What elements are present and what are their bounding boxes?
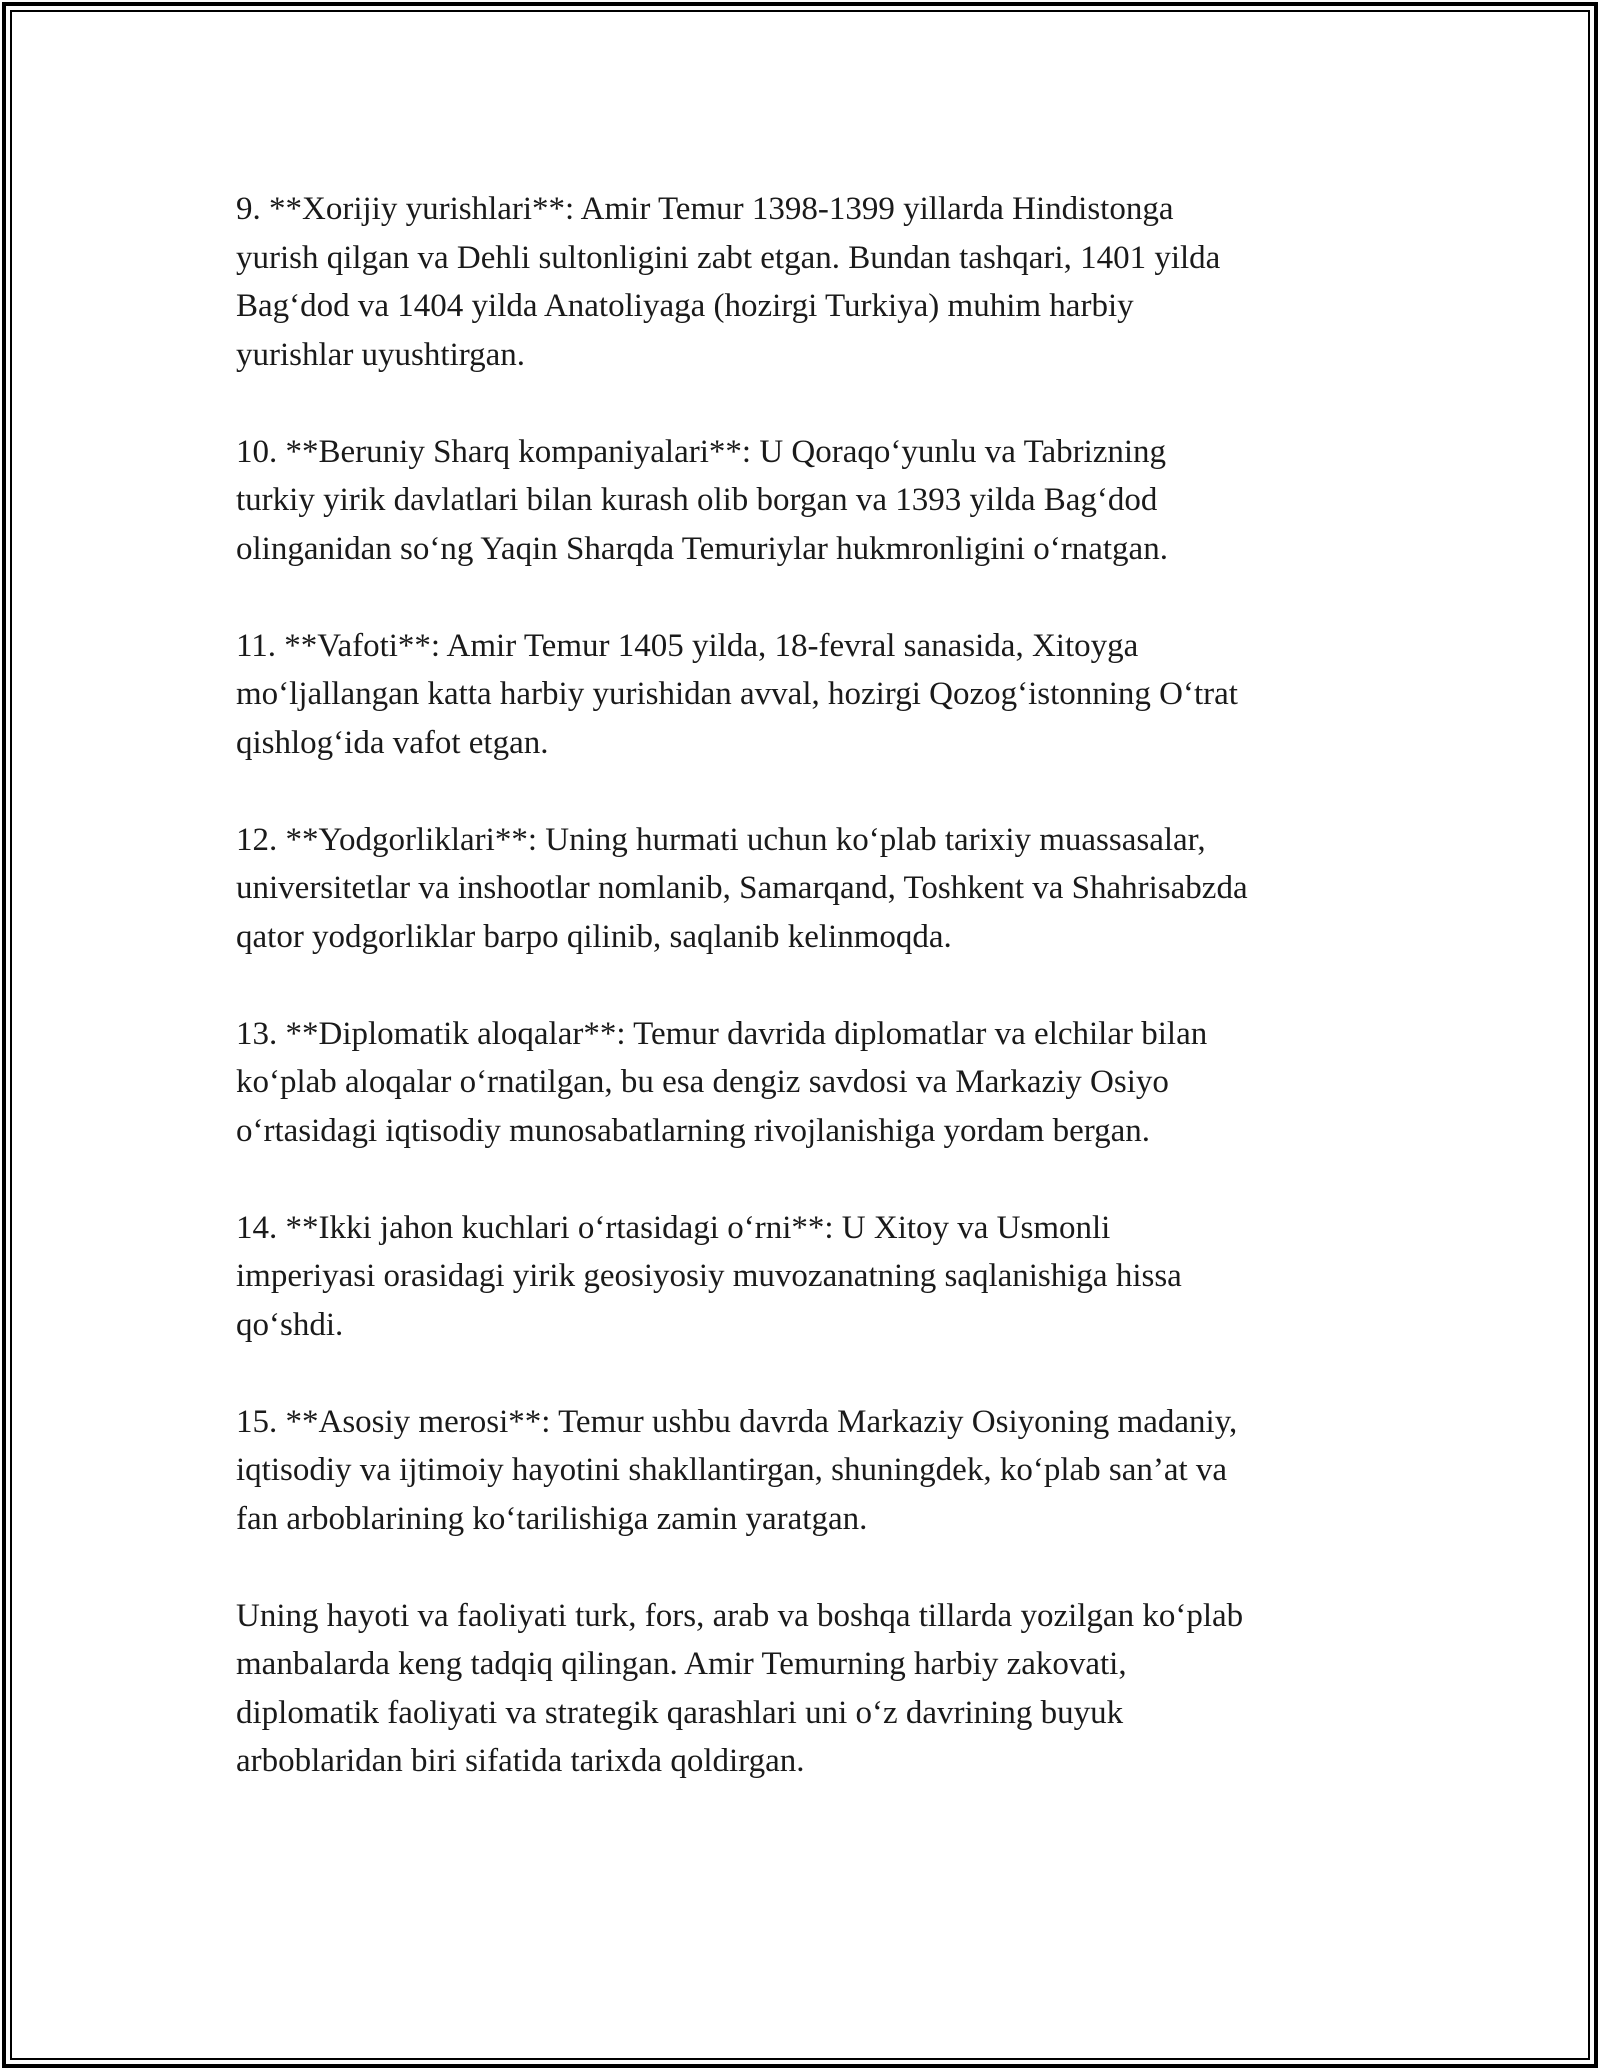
text-line: olinganidan so‘ng Yaqin Sharqda Temuriylar hukmronligini o‘rnatgan. xyxy=(236,530,1168,567)
paragraph-legacy xyxy=(236,1398,1376,1544)
text-line: turkiy yirik davlatlari bilan kurash olib borgan va 1393 yilda Bag‘dod xyxy=(236,482,1158,518)
paragraph-diplomacy xyxy=(236,1010,1376,1156)
document-body xyxy=(236,185,1376,1834)
paragraph-world-powers xyxy=(236,1204,1376,1350)
paragraph-conclusion xyxy=(236,1592,1376,1786)
text-line: 15. **Asosiy merosi**: Temur ushbu davrda Markaziy Osiyoning madaniy, xyxy=(236,1403,1238,1440)
text-line: diplomatik faoliyati va strategik qarashlari uni o‘z davrining buyuk xyxy=(236,1694,1124,1731)
paragraph-eastern-campaigns xyxy=(236,428,1376,574)
text-line: Bag‘dod va 1404 yilda Anatoliyaga (hozirgi Turkiya) muhim harbiy xyxy=(236,288,1134,324)
text-line: yurish qilgan va Dehli sultonligini zabt etgan. Bundan tashqari, 1401 yilda xyxy=(236,239,1221,276)
text-line: imperiyasi orasidagi yirik geosiyosiy muvozanatning saqlanishiga hissa xyxy=(236,1258,1182,1294)
text-line: universitetlar va inshootlar nomlanib, Samarqand, Toshkent va Shahrisabzda xyxy=(236,870,1248,906)
text-line: qator yodgorliklar barpo qilinib, saqlanib kelinmoqda. xyxy=(236,918,952,955)
text-line: 10. **Beruniy Sharq kompaniyalari**: U Qoraqo‘yunlu va Tabrizning xyxy=(236,433,1167,470)
text-line: 14. **Ikki jahon kuchlari o‘rtasidagi o‘rni**: U Xitoy va Usmonli xyxy=(236,1209,1111,1246)
text-line: Uning hayoti va faoliyati turk, fors, arab va boshqa tillarda yozilgan ko‘plab xyxy=(236,1597,1244,1634)
text-line: qo‘shdi. xyxy=(236,1306,344,1343)
text-line: manbalarda keng tadqiq qilingan. Amir Temurning harbiy zakovati, xyxy=(236,1646,1127,1682)
text-line: qishlog‘ida vafot etgan. xyxy=(236,724,549,761)
text-line: ko‘plab aloqalar o‘rnatilgan, bu esa dengiz savdosi va Markaziy Osiyo xyxy=(236,1064,1169,1100)
text-line: 11. **Vafoti**: Amir Temur 1405 yilda, 18-fevral sanasida, Xitoyga xyxy=(236,627,1139,664)
paragraph-monuments xyxy=(236,816,1376,962)
paragraph-foreign-campaigns xyxy=(236,185,1376,379)
text-line: yurishlar uyushtirgan. xyxy=(236,336,526,373)
text-line: iqtisodiy va ijtimoiy hayotini shakllantirgan, shuningdek, ko‘plab san’at va xyxy=(236,1452,1228,1488)
text-line: arboblaridan biri sifatida tarixda qoldirgan. xyxy=(236,1743,805,1779)
text-line: mo‘ljallangan katta harbiy yurishidan avval, hozirgi Qozog‘istonning O‘trat xyxy=(236,676,1238,712)
text-line: 9. **Xorijiy yurishlari**: Amir Temur 1398-1399 yillarda Hindistonga xyxy=(236,191,1174,227)
text-line: 13. **Diplomatik aloqalar**: Temur davrida diplomatlar va elchilar bilan xyxy=(236,1015,1208,1052)
paragraph-death xyxy=(236,622,1376,768)
text-line: 12. **Yodgorliklari**: Uning hurmati uchun ko‘plab tarixiy muassasalar, xyxy=(236,821,1206,858)
text-line: o‘rtasidagi iqtisodiy munosabatlarning rivojlanishiga yordam bergan. xyxy=(236,1112,1151,1149)
text-line: fan arboblarining ko‘tarilishiga zamin yaratgan. xyxy=(236,1500,868,1537)
